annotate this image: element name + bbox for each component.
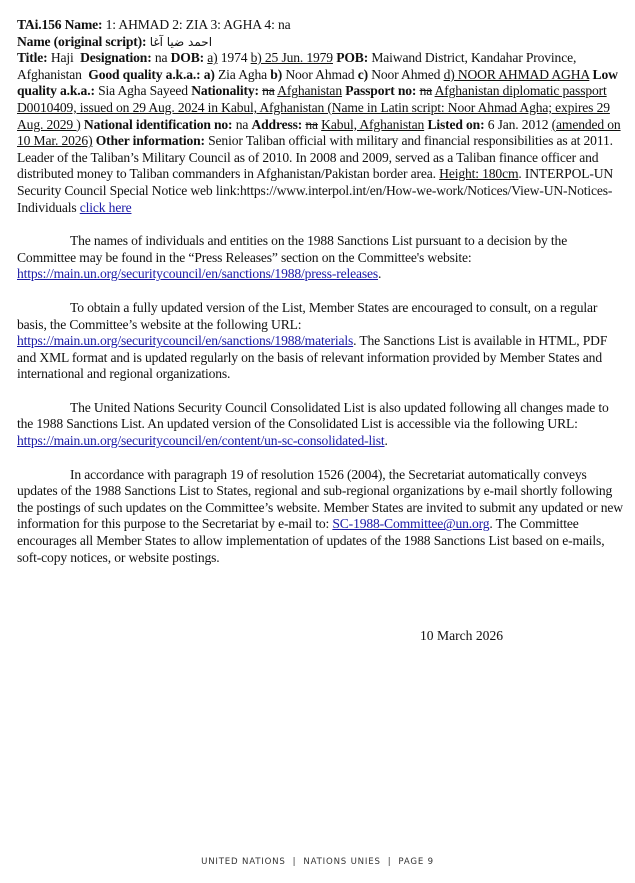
aka-c-label: c)	[357, 66, 368, 82]
dob-a-label: a)	[207, 50, 218, 66]
good-aka-label: Good quality a.k.a.:	[88, 66, 201, 82]
title-value: Haji	[50, 50, 74, 66]
footer-un-en: UNITED NATIONS	[201, 857, 286, 867]
original-script-line	[17, 34, 625, 51]
aka-c: Noor Ahmed	[371, 66, 441, 82]
press-releases-link[interactable]: https://main.un.org/securitycouncil/en/sanctions/1988/press-releases	[17, 266, 379, 282]
page-number: PAGE 9	[398, 857, 434, 867]
name-value: 1: AHMAD 2: ZIA 3: AGHA 4: na	[105, 17, 291, 32]
title-label: Title:	[17, 50, 48, 66]
entry-ref: TAi.156	[17, 17, 62, 32]
address-label: Address:	[251, 116, 303, 132]
aka-a-label: a)	[203, 66, 215, 82]
materials-paragraph	[17, 300, 625, 383]
committee-email-link[interactable]: SC-1988-Committee@un.org	[332, 516, 490, 532]
name-label: Name:	[64, 17, 103, 32]
consolidated-list-paragraph	[17, 400, 625, 450]
press-releases-paragraph	[17, 233, 625, 283]
entry-details	[17, 50, 625, 216]
address-new: Kabul, Afghanistan	[321, 116, 425, 132]
original-script-value: احمد ضیا آغا	[149, 34, 213, 49]
listed-label: Listed on:	[427, 116, 485, 132]
nationality-old: na	[262, 83, 275, 99]
aka-a: Zia Agha	[218, 66, 268, 82]
dob-b: b) 25 Jun. 1979	[250, 50, 333, 66]
original-script-label: Name (original script):	[17, 33, 147, 49]
nationality-new: Afghanistan	[277, 83, 342, 99]
interpol-text: . INTERPOL-UN Security Council Special Notice web link:https://www.interpol.int/en/How-we-work/Notices/View-UN-Notices-Individuals	[17, 166, 614, 215]
designation-value: na	[154, 50, 168, 66]
footer-separator: |	[387, 857, 392, 867]
click-here-link[interactable]: click here	[79, 199, 132, 215]
amended-date: (amended on 10 Mar. 2026)	[17, 116, 621, 149]
low-aka-value: Sia Agha Sayeed	[98, 83, 188, 99]
listed-value: 6 Jan. 2012	[487, 116, 549, 132]
other-info-label: Other information:	[95, 133, 205, 149]
aka-d: d) NOOR AHMAD AGHA	[443, 66, 590, 82]
dob-label: DOB:	[170, 50, 205, 66]
passport-old: na	[419, 83, 433, 99]
p4-text: In accordance with paragraph 19 of resolution 1526 (2004), the Secretariat automatically conveys updates of the 1988 Sanctions List to States, regional and sub-regional organizations by e-mail shortly following the postings of such updates on the Committee’s website. Member States are invited to submit any updated or new information for this purpose to the Secretariat by e-mail to:	[17, 466, 623, 532]
low-aka-label: Low quality a.k.a.:	[17, 66, 618, 99]
address-old: na	[305, 116, 318, 132]
sanctions-entry	[17, 17, 625, 216]
footer-separator: |	[292, 857, 297, 867]
p1-period: .	[378, 266, 382, 282]
footer-un-fr: NATIONS UNIES	[303, 857, 381, 867]
p4-after: . The Committee encourages all Member States to allow implementation of updates of the 1988 Sanctions List based on e-mails, soft-copy notices, or website postings.	[17, 516, 605, 565]
other-info-text: Senior Taliban official with military and financial responsibilities as at 2011. Leader of the Taliban’s Military Council as of 2010. In 2008 and 2009, served as a Taliban finance officer and distributed money to Taliban commanders in Afghanistan/Pakistan border area.	[17, 133, 613, 182]
nationality-label: Nationality:	[191, 83, 259, 99]
p2-after: . The Sanctions List is available in HTML, PDF and XML format and is updated regularly on the basis of relevant information provided by Member States and international and regional organizations.	[17, 333, 608, 382]
aka-b-label: b)	[270, 66, 283, 82]
page-footer	[0, 857, 635, 867]
designation-label: Designation:	[80, 50, 152, 66]
national-id-value: na	[235, 116, 249, 132]
national-id-label: National identification no:	[83, 116, 233, 132]
dob-a-value: 1974	[220, 50, 248, 66]
materials-link[interactable]: https://main.un.org/securitycouncil/en/sanctions/1988/materials	[17, 333, 354, 349]
p3-period: .	[384, 433, 388, 449]
entry-name-line	[17, 17, 625, 34]
p3-text: The United Nations Security Council Consolidated List is also updated following all changes made to the 1988 Sanctions List. An updated version of the Consolidated List is accessible via the following URL:	[17, 399, 609, 432]
passport-label: Passport no:	[345, 83, 417, 99]
pob-value: Maiwand District, Kandahar Province, Afghanistan	[17, 50, 577, 82]
aka-b: Noor Ahmad	[285, 66, 355, 82]
p1-text: The names of individuals and entities on the 1988 Sanctions List pursuant to a decision by the Committee may be found in the “Press Releases” section on the Committee's website:	[17, 233, 568, 265]
document-date: 10 March 2026	[420, 628, 504, 643]
height-value: Height: 180cm	[439, 166, 519, 182]
pob-label: POB:	[336, 50, 369, 66]
passport-new: Afghanistan diplomatic passport D0010409, issued on 29 Aug. 2024 in Kabul, Afghanistan (Name in Latin script: Noor Ahmad Agha; expires 29 Aug. 2029 )	[17, 83, 610, 132]
resolution-paragraph	[17, 467, 625, 567]
consolidated-list-link[interactable]: https://main.un.org/securitycouncil/en/content/un-sc-consolidated-list	[17, 433, 385, 449]
document-page	[17, 17, 625, 566]
p2-text: To obtain a fully updated version of the List, Member States are encouraged to consult, on a regular basis, the Committee’s website at the following URL:	[17, 299, 598, 332]
